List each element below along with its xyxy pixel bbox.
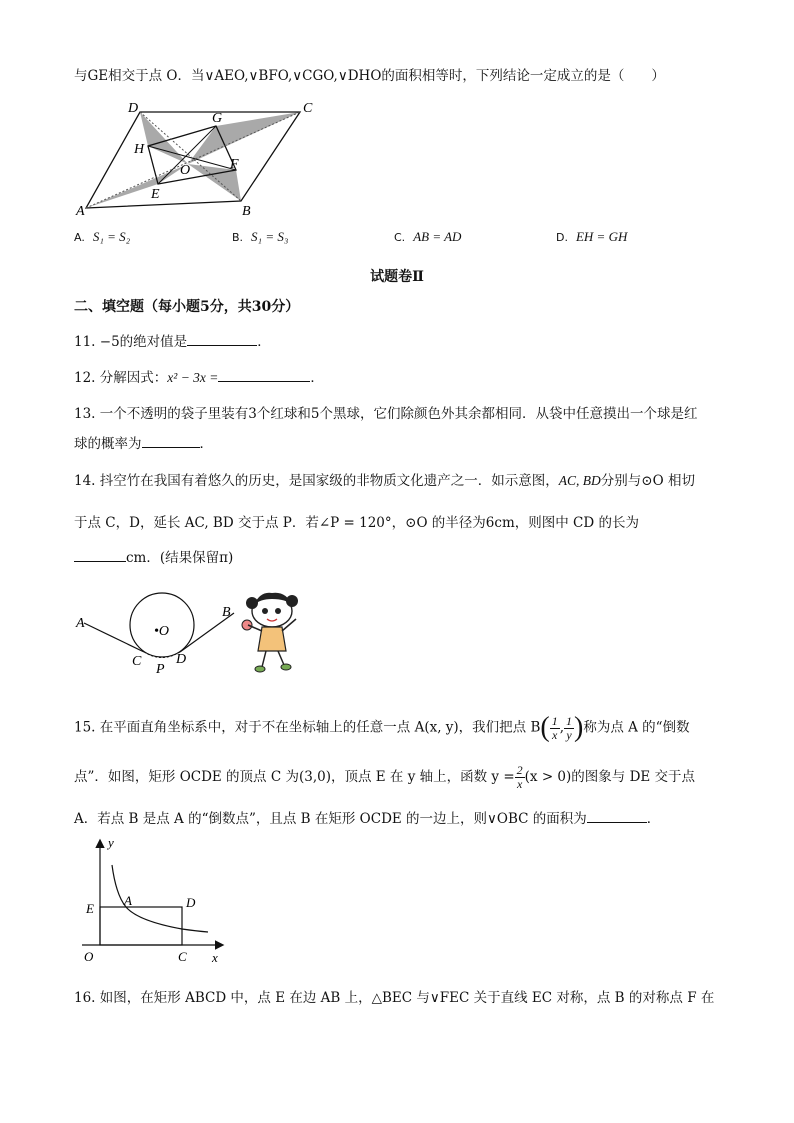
label-A: A (76, 204, 85, 218)
svg-text:E: E (86, 901, 94, 916)
shaded-triangle-dho (140, 112, 188, 164)
q14-line1: 14. 抖空竹在我国有着悠久的历史，是国家级的非物质文化遗产之一．如示意图，AC, BD分别与⊙O 相切 (74, 473, 695, 489)
q12-answer-blank[interactable] (218, 367, 310, 382)
q12: 12. 分解因式：x² − 3x = ． (74, 366, 324, 386)
svg-text:A: A (124, 893, 132, 908)
label-A: A (76, 616, 85, 631)
svg-text:D: D (186, 895, 196, 910)
cartoon-girl-illustration (242, 593, 298, 672)
q14-diabolo-figure (74, 585, 314, 680)
q16: 16. 如图，在矩形 ABCD 中，点 E 在边 AB 上，△BEC 与∨FEC 关于直线 EC 对称，点 B 的对称点 F 在 (74, 990, 715, 1006)
label-C: C (303, 101, 313, 116)
q10-choice-d: D. EH = GH (556, 229, 628, 244)
q15-line1: 15. 在平面直角坐标系中，对于不在坐标轴上的任意一点 A(x, y)，我们把点 B( $\frac{1}{x}$ , $\frac{1}{y}$ )称为点 A 的“倒数 (74, 712, 690, 743)
svg-text:C: C (178, 949, 187, 964)
q10-choice-c: C. AB = AD (394, 229, 462, 244)
q14-answer-blank[interactable] (74, 547, 126, 562)
q10-choice-a: A. S₁ = S₂ (74, 229, 131, 244)
label-G: G (212, 111, 223, 126)
label-P: P (156, 662, 165, 677)
section-title: 试题卷Ⅱ (370, 269, 424, 285)
q14-line3: cm．(结果保留π) (74, 546, 233, 566)
label-E: E (151, 187, 160, 202)
label-F: F (230, 157, 239, 172)
svg-text:y: y (108, 835, 114, 850)
q15-line3: A．若点 B 是点 A 的“倒数点”，且点 B 在矩形 OCDE 的一边上，则∨OBC 的面积为 ． (74, 807, 660, 827)
label-B: B (222, 605, 231, 620)
q10-choice-b: B. S₁ = S₃ (232, 229, 289, 244)
label-D: D (128, 101, 139, 116)
q15-line2: 点”．如图，矩形 OCDE 的顶点 C 为(3,0)，顶点 E 在 y 轴上，函数 y = $\frac{2}{x}$ (x > 0)的图象与 DE 交于点 (74, 763, 696, 791)
q10-stem: 与GE相交于点 O．当∨AEO,∨BFO,∨CGO,∨DHO的面积相等时，下列结论一定成立的是（ ） (74, 68, 665, 84)
label-D: D (176, 652, 187, 667)
svg-text:O: O (84, 949, 94, 964)
label-C: C (132, 654, 142, 669)
label-H: H (134, 142, 145, 157)
q11: 11. −5的绝对值是 ． (74, 330, 271, 350)
q15-answer-blank[interactable] (587, 808, 647, 823)
label-B: B (242, 204, 251, 218)
q13-answer-blank[interactable] (142, 433, 200, 448)
q13-line1: 13. 一个不透明的袋子里装有3个红球和5个黑球，它们除颜色外其余都相同．从袋中任意摸出一个球是红 (74, 406, 698, 422)
q13-line2: 球的概率为 ． (74, 432, 213, 452)
label-O: •O (154, 624, 170, 639)
part2-heading: 二、填空题（每小题5分，共30分） (74, 299, 300, 315)
q10-parallelogram-figure (74, 98, 314, 218)
q14-line2: 于点 C，D，延长 AC, BD 交于点 P．若∠P = 120°，⊙O 的半径为6cm，则图中 CD 的长为 (74, 515, 639, 531)
label-O: O (180, 163, 191, 178)
svg-text:x: x (212, 950, 218, 965)
q15-coordinate-figure (78, 835, 228, 970)
q11-answer-blank[interactable] (187, 331, 257, 346)
